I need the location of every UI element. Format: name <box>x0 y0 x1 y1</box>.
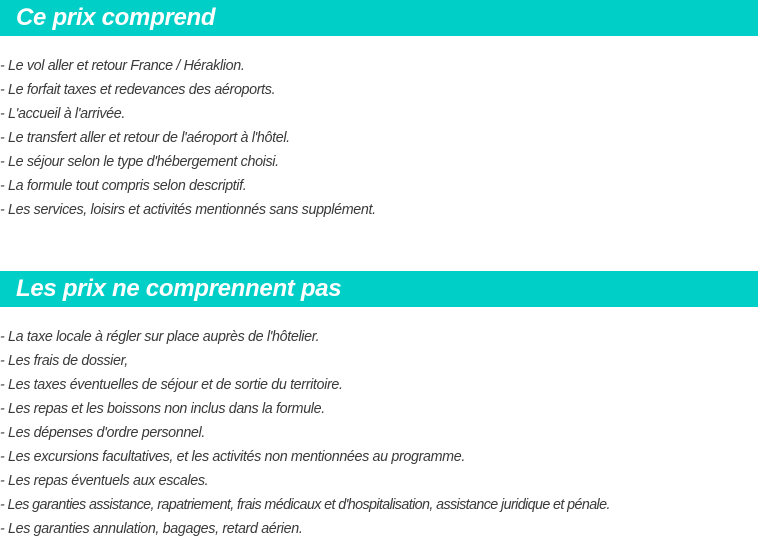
list-item: - Le transfert aller et retour de l'aéroport à l'hôtel. <box>0 130 290 146</box>
list-item: - La taxe locale à régler sur place auprès de l'hôtelier. <box>0 329 320 345</box>
not-included-list <box>0 325 610 541</box>
list-item: - Le séjour selon le type d'hébergement choisi. <box>0 154 279 170</box>
list-item: - La formule tout compris selon descriptif. <box>0 178 247 194</box>
list-item: - Les excursions facultatives, et les activités non mentionnées au programme. <box>0 449 465 465</box>
list-item: - Les repas éventuels aux escales. <box>0 473 209 489</box>
included-section-header <box>0 0 758 36</box>
list-item: - Les taxes éventuelles de séjour et de sortie du territoire. <box>0 377 343 393</box>
not-included-section-title: Les prix ne comprennent pas <box>16 275 342 302</box>
list-item: - Les services, loisirs et activités mentionnés sans supplément. <box>0 202 376 218</box>
list-item: - Les frais de dossier, <box>0 353 128 369</box>
list-item: - Le vol aller et retour France / Héraklion. <box>0 58 245 74</box>
not-included-section-header <box>0 271 758 307</box>
list-item: - Les garanties annulation, bagages, retard aérien. <box>0 521 303 537</box>
included-section-title: Ce prix comprend <box>16 4 216 31</box>
list-item: - Les dépenses d'ordre personnel. <box>0 425 205 441</box>
list-item: - L'accueil à l'arrivée. <box>0 106 125 122</box>
list-item: - Les repas et les boissons non inclus dans la formule. <box>0 401 325 417</box>
list-item: - Le forfait taxes et redevances des aéroports. <box>0 82 276 98</box>
list-item: - Les garanties assistance, rapatriement, frais médicaux et d'hospitalisation, assistance juridique et pénale. <box>0 497 610 513</box>
included-list <box>0 54 376 222</box>
